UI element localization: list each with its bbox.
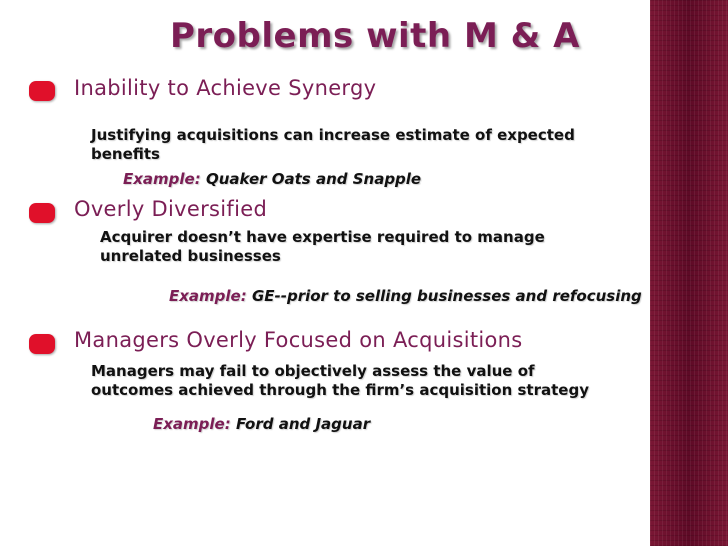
point-detail-1: Justifying acquisitions can increase estimate of expected benefits — [91, 126, 575, 163]
point-example-2 — [169, 287, 642, 305]
example-label-3: Example: — [153, 415, 231, 433]
point-heading-1: Inability to Achieve Synergy — [74, 76, 377, 100]
decorative-sidebar — [650, 0, 728, 546]
point-example-1 — [123, 170, 421, 188]
slide-title: Problems with M & A — [170, 16, 580, 56]
example-label-1: Example: — [123, 170, 201, 188]
point-detail-3: Managers may fail to objectively assess the value of outcomes achieved through the firm’s acquisition strategy — [91, 362, 589, 399]
example-label-2: Example: — [169, 287, 247, 305]
example-text-2: GE--prior to selling businesses and refocusing — [251, 287, 642, 305]
point-example-3 — [153, 415, 370, 433]
point-heading-3: Managers Overly Focused on Acquisitions — [74, 328, 523, 352]
example-text-3: Ford and Jaguar — [235, 415, 371, 433]
point-detail-2: Acquirer doesn’t have expertise required to manage unrelated businesses — [100, 228, 545, 265]
point-heading-2: Overly Diversified — [74, 197, 268, 221]
bullet-marker-3 — [29, 334, 55, 354]
example-text-1: Quaker Oats and Snapple — [205, 170, 422, 188]
bullet-marker-1 — [29, 81, 55, 101]
bullet-marker-2 — [29, 203, 55, 223]
